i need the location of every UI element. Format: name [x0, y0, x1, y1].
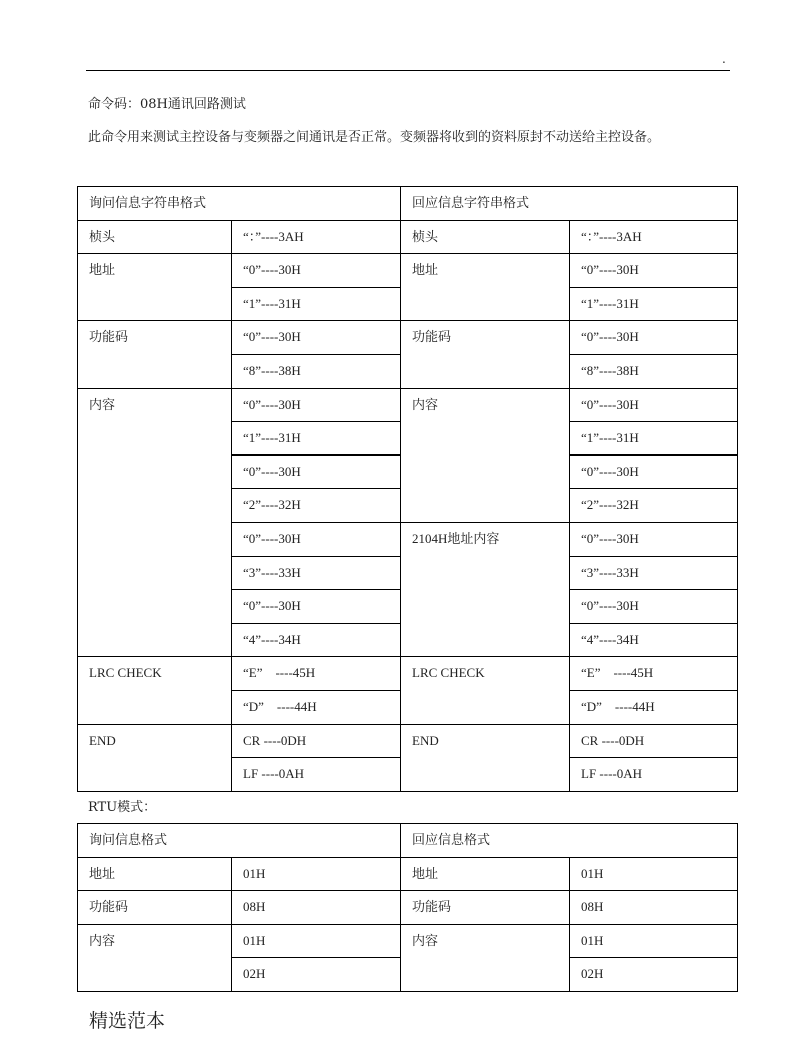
- query-content-value: “0”----30H: [232, 388, 401, 422]
- response-frame-head-value: “：”----3AH: [570, 220, 738, 254]
- query-end-label: END: [78, 724, 232, 791]
- response-content-value: “2”----32H: [570, 489, 738, 523]
- response-content-value: “0”----30H: [570, 388, 738, 422]
- query-address-label: 地址: [78, 254, 232, 321]
- response-content-label: 内容: [401, 388, 570, 522]
- table-row: [78, 657, 738, 691]
- response-address-value: “1”----31H: [570, 287, 738, 321]
- query-content-value: “0”----30H: [232, 455, 401, 489]
- response-content-sub-label: 2104H地址内容: [401, 522, 570, 656]
- response-address-label: 地址: [401, 254, 570, 321]
- table-header-row: [78, 824, 738, 858]
- query-format-header: 询问信息字符串格式: [78, 187, 401, 221]
- rtu-mode-table: [77, 823, 738, 992]
- rtu-query-content-value: 01H: [232, 924, 401, 958]
- rtu-query-function-code-label: 功能码: [78, 891, 232, 925]
- response-end-value: LF ----0AH: [570, 758, 738, 792]
- query-end-value: LF ----0AH: [232, 758, 401, 792]
- response-lrc-label: LRC CHECK: [401, 657, 570, 724]
- query-end-value: CR ----0DH: [232, 724, 401, 758]
- table-row: [78, 891, 738, 925]
- response-lrc-value: “D” ----44H: [570, 690, 738, 724]
- response-address-value: “0”----30H: [570, 254, 738, 288]
- table-header-row: [78, 187, 738, 221]
- response-format-header: 回应信息字符串格式: [401, 187, 738, 221]
- query-lrc-value: “D” ----44H: [232, 690, 401, 724]
- response-content-value: “4”----34H: [570, 623, 738, 657]
- rtu-query-address-label: 地址: [78, 857, 232, 891]
- query-content-value: “0”----30H: [232, 590, 401, 624]
- rtu-query-address-value: 01H: [232, 857, 401, 891]
- rtu-query-format-header: 询问信息格式: [78, 824, 401, 858]
- footer-text: 精选范本: [89, 1010, 166, 1032]
- command-description: 此命令用来测试主控设备与变频器之间通讯是否正常。变频器将收到的资料原封不动送给主控设备。: [88, 130, 661, 145]
- ascii-mode-table: [77, 186, 738, 792]
- table-row: [78, 321, 738, 355]
- response-end-label: END: [401, 724, 570, 791]
- query-content-value: “0”----30H: [232, 522, 401, 556]
- rtu-mode-label: RTU模式：: [88, 800, 157, 815]
- rtu-response-function-code-label: 功能码: [401, 891, 570, 925]
- rtu-response-content-label: 内容: [401, 924, 570, 991]
- rtu-query-content-label: 内容: [78, 924, 232, 991]
- query-lrc-value: “E” ----45H: [232, 657, 401, 691]
- query-lrc-label: LRC CHECK: [78, 657, 232, 724]
- query-content-value: “4”----34H: [232, 623, 401, 657]
- query-frame-head-value: “：”----3AH: [232, 220, 401, 254]
- rtu-response-format-header: 回应信息格式: [401, 824, 738, 858]
- response-content-value: “0”----30H: [570, 522, 738, 556]
- table-row: [78, 857, 738, 891]
- table-row: [78, 388, 738, 422]
- query-address-value: “0”----30H: [232, 254, 401, 288]
- table-row: [78, 254, 738, 288]
- query-content-value: “3”----33H: [232, 556, 401, 590]
- response-frame-head-label: 桢头: [401, 220, 570, 254]
- command-title: 命令码：08H通讯回路测试: [88, 97, 246, 112]
- header-mark: .: [722, 52, 726, 66]
- header-rule: [86, 70, 730, 71]
- table-row: [78, 724, 738, 758]
- rtu-query-function-code-value: 08H: [232, 891, 401, 925]
- query-content-label: 内容: [78, 388, 232, 657]
- rtu-response-content-value: 01H: [570, 924, 738, 958]
- rtu-response-function-code-value: 08H: [570, 891, 738, 925]
- query-content-value: “1”----31H: [232, 422, 401, 456]
- response-function-code-label: 功能码: [401, 321, 570, 388]
- query-content-value: “2”----32H: [232, 489, 401, 523]
- rtu-query-content-value: 02H: [232, 958, 401, 992]
- response-content-value: “0”----30H: [570, 455, 738, 489]
- response-content-value: “3”----33H: [570, 556, 738, 590]
- response-lrc-value: “E” ----45H: [570, 657, 738, 691]
- table-row: [78, 924, 738, 958]
- rtu-response-address-value: 01H: [570, 857, 738, 891]
- response-function-code-value: “0”----30H: [570, 321, 738, 355]
- response-content-value: “1”----31H: [570, 422, 738, 456]
- query-function-code-value: “8”----38H: [232, 354, 401, 388]
- rtu-response-address-label: 地址: [401, 857, 570, 891]
- rtu-response-content-value: 02H: [570, 958, 738, 992]
- response-end-value: CR ----0DH: [570, 724, 738, 758]
- query-frame-head-label: 桢头: [78, 220, 232, 254]
- response-function-code-value: “8”----38H: [570, 354, 738, 388]
- query-address-value: “1”----31H: [232, 287, 401, 321]
- query-function-code-value: “0”----30H: [232, 321, 401, 355]
- response-content-value: “0”----30H: [570, 590, 738, 624]
- query-function-code-label: 功能码: [78, 321, 232, 388]
- table-row: [78, 220, 738, 254]
